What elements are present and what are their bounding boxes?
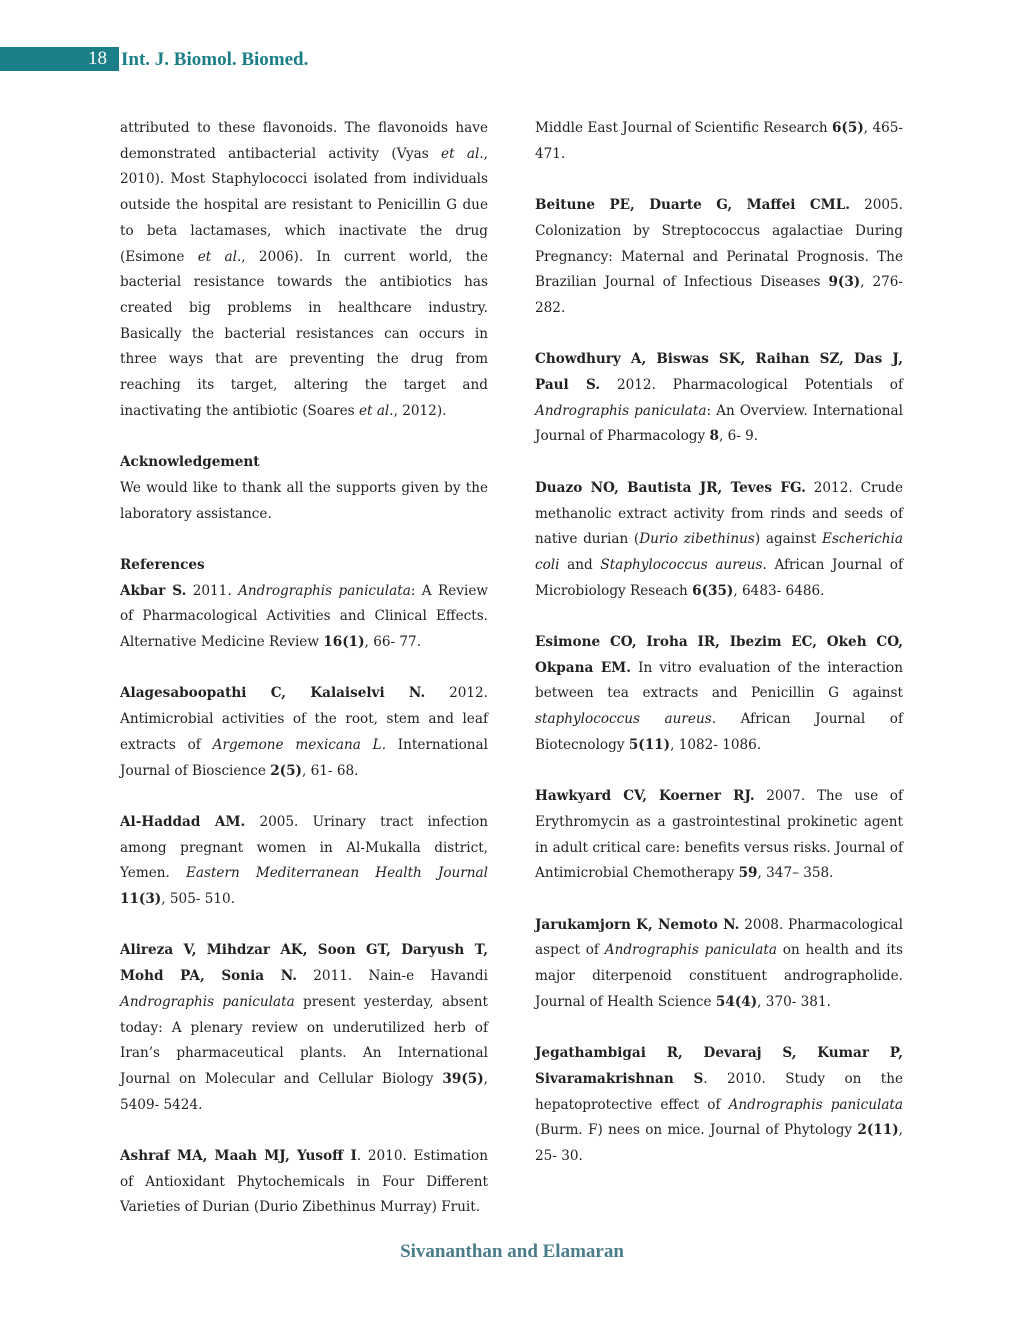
reference-item: Alagesaboopathi C, Kalaiselvi N. 2012. Antimicrobial activities of the root, stem and leaf extracts of Argemone mexicana L. International Journal of Bioscience 2(5), 61- 68.: [120, 685, 488, 779]
acknowledgement-text: We would like to thank all the supports given by the laboratory assistance.: [120, 479, 488, 522]
journal-title: Int. J. Biomol. Biomed.: [121, 49, 309, 70]
references-heading: References: [120, 556, 205, 573]
reference-item-continued: Middle East Journal of Scientific Research 6(5), 465- 471.: [535, 120, 903, 162]
page-number: 18: [88, 48, 107, 69]
reference-item: Alireza V, Mihdzar AK, Soon GT, Daryush T, Mohd PA, Sonia N. 2011. Nain-e Havandi Andrographis paniculata present yesterday, absent today: A plenary review on underutilized herb of Iran’s pharmaceutical plants. An International Journal on Molecular and Cellular Biology 39(5), 5409- 5424.: [120, 942, 488, 1113]
right-column: [535, 116, 903, 1170]
footer-authors: Sivananthan and Elamaran: [400, 1241, 624, 1262]
reference-item: Duazo NO, Bautista JR, Teves FG. 2012. Crude methanolic extract activity from rinds and seeds of native durian (Durio zibethinus) against Escherichia coli and Staphylococcus aureus. African Journal of Microbiology Reseach 6(35), 6483- 6486.: [535, 479, 903, 599]
reference-item: Chowdhury A, Biswas SK, Raihan SZ, Das J, Paul S. 2012. Pharmacological Potentials of Andrographis paniculata: An Overview. International Journal of Pharmacology 8, 6- 9.: [535, 351, 904, 445]
reference-item: Al-Haddad AM. 2005. Urinary tract infection among pregnant women in Al-Mukalla district, Yemen. Eastern Mediterranean Health Journal 11(3), 505- 510.: [120, 813, 489, 908]
body-paragraph: attributed to these flavonoids. The flavonoids have demonstrated antibacterial activity (Vyas et al., 2010). Most Staphylococci isolated from individuals outside the hospital are resistant to Penicillin G due to beta lactamases, which inactivate the drug (Esimone et al., 2006). In current world, the bacterial resistance towards the antibiotics has created big problems in healthcare industry. Basically the bacterial resistances can occurs in three ways that are preventing the drug from reaching its target, altering the target and inactivating the antibiotic (Soares et al., 2012).: [120, 120, 489, 419]
reference-item: Beitune PE, Duarte G, Maffei CML. 2005. Colonization by Streptococcus agalactiae During Pregnancy: Maternal and Perinatal Prognosis. The Brazilian Journal of Infectious Diseases 9(3), 276- 282.: [535, 197, 903, 316]
reference-item: Ashraf MA, Maah MJ, Yusoff I. 2010. Estimation of Antioxidant Phytochemicals in Four Different Varieties of Durian (Durio Zibethinus Murray) Fruit.: [120, 1148, 488, 1216]
reference-item: Jarukamjorn K, Nemoto N. 2008. Pharmacological aspect of Andrographis paniculata on health and its major diterpenoid constituent andrographolide. Journal of Health Science 54(4), 370- 381.: [535, 916, 903, 1010]
left-column: [120, 116, 488, 1221]
reference-item: Jegathambigai R, Devaraj S, Kumar P, Sivaramakrishnan S. 2010. Study on the hepatoprotective effect of Andrographis paniculata (Burm. F) nees on mice. Journal of Phytology 2(11), 25- 30.: [535, 1045, 903, 1165]
reference-item: Esimone CO, Iroha IR, Ibezim EC, Okeh CO, Okpana EM. In vitro evaluation of the interaction between tea extracts and Penicillin G against staphylococcus aureus. African Journal of Biotecnology 5(11), 1082- 1086.: [535, 634, 903, 753]
reference-item: Hawkyard CV, Koerner RJ. 2007. The use of Erythromycin as a gastrointestinal prokinetic agent in adult critical care: benefits versus risks. Journal of Antimicrobial Chemotherapy 59, 347– 358.: [535, 788, 903, 882]
reference-item: Akbar S. 2011. Andrographis paniculata: A Review of Pharmacological Activities and Clinical Effects. Alternative Medicine Review 16(1), 66- 77.: [120, 582, 489, 651]
acknowledgement-heading: Acknowledgement: [120, 454, 260, 471]
